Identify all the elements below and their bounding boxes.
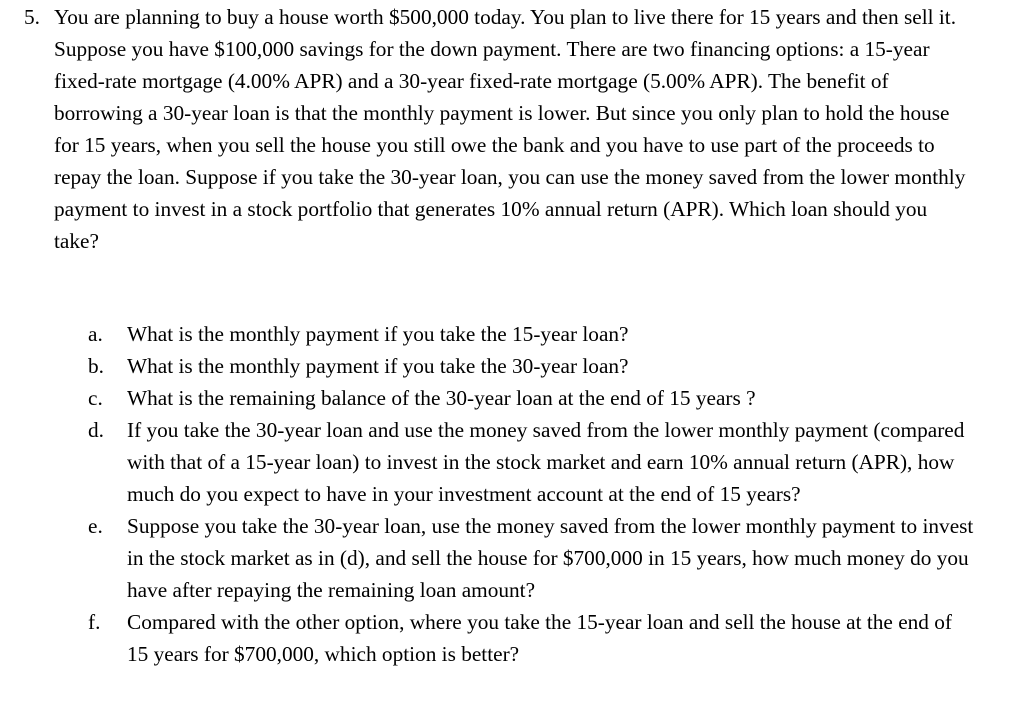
- subquestion-text: What is the remaining balance of the 30-year loan at the end of 15 years ?: [127, 386, 756, 410]
- subquestion-text: Suppose you take the 30-year loan, use the money saved from the lower monthly payment to invest in the stock market as in (d), and sell the house for $700,000 in 15 years, how much money do you have after repaying the remaining loan amount?: [127, 514, 974, 602]
- subquestion-letter: c.: [88, 386, 103, 410]
- subquestion-f: [0, 606, 1024, 670]
- subquestion-a: [0, 318, 1024, 350]
- subquestion-text: What is the monthly payment if you take the 30-year loan?: [127, 354, 629, 378]
- subquestion-text: If you take the 30-year loan and use the money saved from the lower monthly payment (compared with that of a 15-year loan) to invest in the stock market and earn 10% annual return (APR), how much do you expect to have in your investment account at the end of 15 years?: [127, 418, 965, 506]
- subquestion-e: [0, 510, 1024, 606]
- subquestion-b: [0, 350, 1024, 382]
- subquestion-text: Compared with the other option, where you take the 15-year loan and sell the house at the end of 15 years for $700,000, which option is better?: [127, 610, 953, 666]
- subquestion-letter: e.: [88, 514, 103, 538]
- question-number: 5.: [24, 5, 40, 29]
- subquestion-letter: b.: [88, 354, 104, 378]
- subquestion-d: [0, 414, 1024, 510]
- subquestion-letter: f.: [88, 610, 101, 634]
- subquestion-letter: a.: [88, 322, 103, 346]
- subquestion-letter: d.: [88, 418, 104, 442]
- subquestion-c: [0, 382, 1024, 414]
- question-text: You are planning to buy a house worth $500,000 today. You plan to live there for 15 years and then sell it. Suppose you have $100,000 savings for the down payment. There are two financing options: a 15-year fixed-rate mortgage (4.00% APR) and a 30-year fixed-rate mortgage (5.00% APR). The benefit of borrowing a 30-year loan is that the monthly payment is lower. But since you only plan to hold the house for 15 years, when you sell the house you still owe the bank and you have to use part of the proceeds to repay the loan. Suppose if you take the 30-year loan, you can use the money saved from the lower monthly payment to invest in a stock portfolio that generates 10% annual return (APR). Which loan should you take?: [54, 5, 966, 253]
- subquestion-list: [0, 318, 1024, 670]
- subquestion-text: What is the monthly payment if you take the 15-year loan?: [127, 322, 629, 346]
